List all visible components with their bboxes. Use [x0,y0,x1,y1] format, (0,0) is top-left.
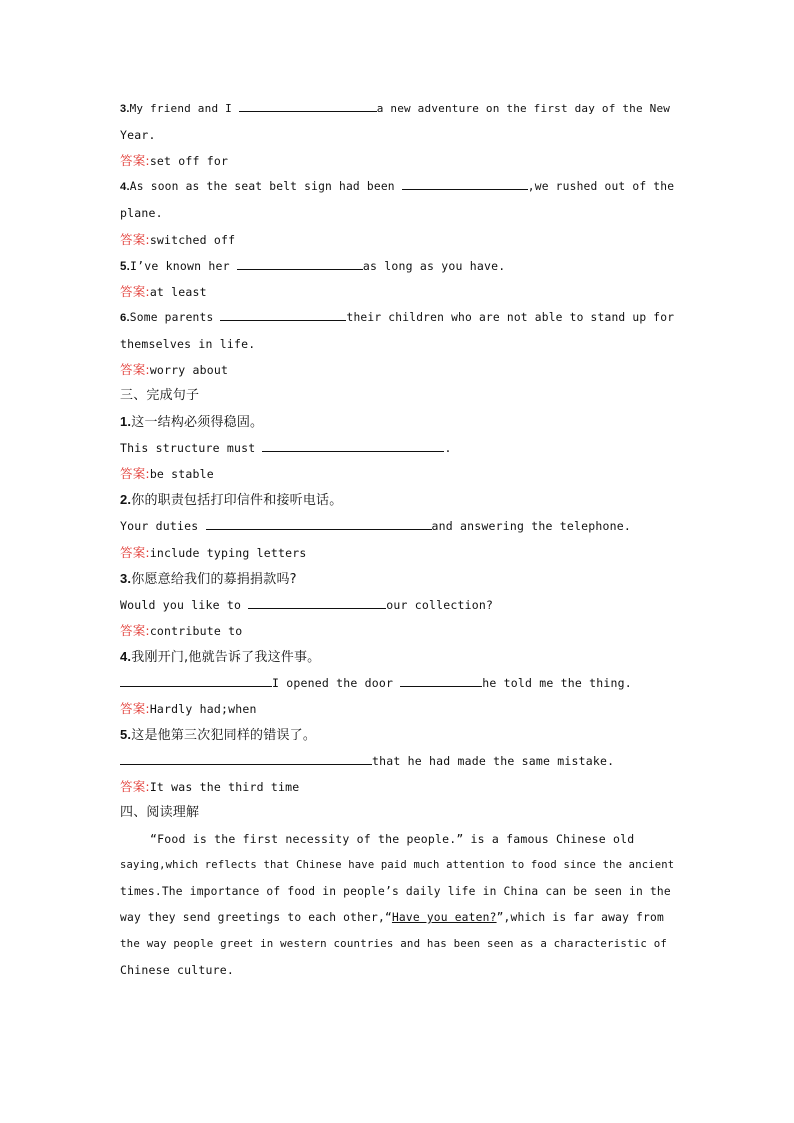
answer-blank [206,517,432,530]
sentence-2 [120,516,675,536]
answer-4 [120,230,675,250]
question-3 [120,99,675,119]
passage-line-4 [120,908,675,928]
answer-label: 答案: [120,466,150,481]
chinese-prompt: 这一结构必须得稳固。 [131,415,264,430]
sentence-4 [120,673,675,693]
answer-blank [220,308,346,321]
sentence-text: he told me the thing. [482,676,632,690]
question-text: I’ve known her [130,259,230,273]
sentence-3-prompt [120,569,675,589]
answer-blank [239,99,377,112]
answer-text: contribute to [149,624,243,638]
answer-5 [120,282,675,302]
question-number: 4. [120,181,130,193]
passage-line-2: saying,which reflects that Chinese have paid much attention to food since the ancient [120,859,675,871]
item-number: 4. [120,649,132,664]
answer-label: 答案: [120,623,150,638]
answer-s5 [120,777,675,797]
answer-3 [120,151,675,171]
sentence-1-prompt [120,412,675,432]
sentence-text: our collection? [386,598,494,612]
sentence-text: This structure must [120,441,256,455]
section-3-title: 三、完成句子 [120,388,200,403]
chinese-prompt: 我刚开门,他就告诉了我这件事。 [131,650,321,665]
sentence-1 [120,438,675,458]
answer-s2 [120,543,675,563]
question-6-continued: themselves in life. [120,337,256,351]
item-number: 3. [120,571,132,586]
answer-text: include typing letters [149,546,307,560]
sentence-5-prompt [120,725,675,745]
passage-line-3: times.The importance of food in people’s daily life in China can be seen in the [120,885,671,898]
answer-label: 答案: [120,701,150,716]
answer-label: 答案: [120,232,150,247]
sentence-text: . [444,441,452,455]
passage-line-6: Chinese culture. [120,963,234,977]
passage-text: ”,which is far away from [496,911,664,924]
answer-label: 答案: [120,545,150,560]
item-number: 2. [120,492,132,507]
question-text: ,we rushed out of the [527,180,675,193]
question-text: as long as you have. [362,259,506,273]
question-4 [120,177,675,197]
item-number: 1. [120,414,132,429]
answer-blank [262,439,444,452]
section-4-title: 四、阅读理解 [120,805,200,820]
answer-text: set off for [149,154,229,168]
question-number: 5. [120,261,130,273]
answer-text: switched off [149,233,236,247]
chinese-prompt: 这是他第三次犯同样的错误了。 [131,728,317,743]
answer-text: be stable [149,467,214,481]
passage-text: way they send greetings to each other,“ [120,911,392,924]
answer-s4 [120,699,675,719]
chinese-prompt: 你愿意给我们的募捐捐款吗? [131,572,297,587]
answer-label: 答案: [120,362,150,377]
question-text: Some parents [129,311,214,324]
passage-line-1 [150,829,675,849]
answer-label: 答案: [120,779,150,794]
question-text: a new adventure on the first day of the New [376,102,671,115]
answer-text: at least [149,285,207,299]
answer-6 [120,360,675,380]
answer-blank [248,596,386,609]
question-number: 6. [120,312,130,324]
question-text: As soon as the seat belt sign had been [129,180,395,193]
answer-s1 [120,464,675,484]
chinese-prompt: 你的职责包括打印信件和接听电话。 [131,493,343,508]
sentence-2-prompt [120,490,675,510]
question-4-continued: plane. [120,206,163,220]
question-text: My friend and I [129,102,232,115]
sentence-5 [120,751,675,771]
sentence-text: Your duties [120,519,199,533]
question-text: their children who are not able to stand up for [346,311,675,324]
answer-blank [120,674,272,687]
item-number: 5. [120,727,132,742]
answer-text: It was the third time [149,780,300,794]
passage-text: “Food is the first necessity of the people.” is a famous Chinese old [150,832,635,846]
sentence-text: that he had made the same mistake. [372,754,615,768]
sentence-text: I opened the door [272,676,394,690]
underlined-quote: Have you eaten? [391,911,497,924]
passage-line-5: the way people greet in western countries and has been seen as a characteristic of [120,937,668,950]
sentence-text: and answering the telephone. [431,519,631,533]
answer-blank [400,674,482,687]
answer-text: worry about [149,363,229,377]
sentence-3 [120,595,675,615]
sentence-text: Would you like to [120,598,242,612]
answer-label: 答案: [120,153,150,168]
sentence-4-prompt [120,647,675,667]
answer-blank [120,752,372,765]
question-3-continued: Year. [120,128,156,142]
answer-blank [237,257,363,270]
answer-blank [402,177,528,190]
question-6 [120,308,675,328]
question-number: 3. [120,103,130,115]
answer-label: 答案: [120,284,150,299]
answer-text: Hardly had;when [149,702,257,716]
question-5 [120,256,675,276]
answer-s3 [120,621,675,641]
